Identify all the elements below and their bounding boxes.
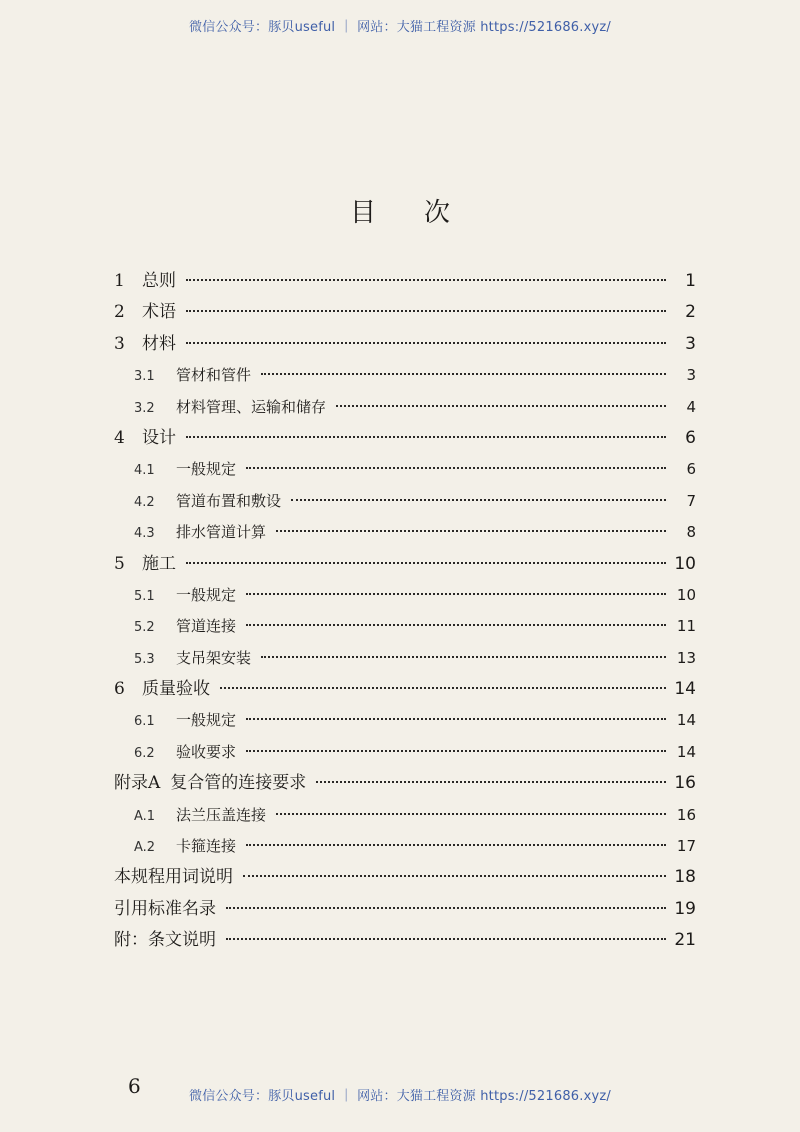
toc-leader-dots bbox=[186, 436, 666, 438]
toc-entry-page: 18 bbox=[674, 867, 696, 888]
toc-entry-number: 3.1 bbox=[134, 369, 155, 385]
toc-entry-title: 一般规定 bbox=[176, 585, 237, 604]
toc-entry-number: 5.3 bbox=[134, 651, 155, 667]
toc-entry[interactable] bbox=[114, 862, 696, 893]
toc-leader-dots bbox=[246, 718, 666, 720]
toc-entry-page: 3 bbox=[686, 366, 696, 385]
toc-entry-page: 16 bbox=[676, 805, 696, 824]
table-of-contents bbox=[114, 266, 696, 957]
toc-leader-dots bbox=[186, 279, 666, 281]
toc-entry-title: 一般规定 bbox=[176, 711, 237, 730]
toc-entry-title: 法兰压盖连接 bbox=[176, 805, 267, 824]
toc-leader-dots bbox=[261, 373, 666, 375]
toc-entry-number: 5.1 bbox=[134, 588, 155, 604]
toc-entry[interactable] bbox=[114, 831, 696, 862]
toc-entry-page: 4 bbox=[686, 397, 696, 416]
toc-leader-dots bbox=[220, 687, 666, 689]
watermark-bottom: 微信公众号：豚贝useful ｜ 网站：大猫工程资源 https://521686.xyz/ bbox=[189, 1089, 611, 1104]
toc-entry-title: 验收要求 bbox=[176, 742, 237, 761]
toc-entry-title: 引用标准名录 bbox=[114, 898, 216, 919]
toc-entry-number: 6.1 bbox=[134, 714, 155, 730]
toc-entry-title: 支吊架安装 bbox=[176, 648, 252, 667]
toc-entry-title: 复合管的连接要求 bbox=[170, 773, 307, 794]
toc-entry-number: 2 bbox=[114, 302, 125, 323]
toc-entry-page: 14 bbox=[676, 742, 696, 761]
toc-entry[interactable] bbox=[114, 297, 696, 328]
toc-entry-page: 19 bbox=[674, 898, 696, 919]
toc-entry[interactable] bbox=[114, 611, 696, 642]
toc-leader-dots bbox=[186, 562, 666, 564]
toc-entry-title: 本规程用词说明 bbox=[114, 867, 233, 888]
toc-entry[interactable] bbox=[114, 737, 696, 768]
toc-entry-number: 3 bbox=[114, 333, 125, 354]
toc-entry-title: 材料管理、运输和储存 bbox=[176, 397, 327, 416]
toc-entry-number: 5.2 bbox=[134, 620, 155, 636]
toc-entry-page: 7 bbox=[686, 491, 696, 510]
toc-leader-dots bbox=[246, 593, 666, 595]
toc-entry-number: 4.2 bbox=[134, 494, 155, 510]
toc-entry-number: 4.3 bbox=[134, 526, 155, 542]
toc-entry-number: 4 bbox=[114, 427, 125, 448]
toc-entry[interactable] bbox=[114, 674, 696, 705]
toc-entry-page: 21 bbox=[674, 930, 696, 951]
toc-entry[interactable] bbox=[114, 486, 696, 517]
toc-entry[interactable] bbox=[114, 360, 696, 391]
toc-entry[interactable] bbox=[114, 266, 696, 297]
toc-leader-dots bbox=[316, 781, 666, 783]
page-number: 6 bbox=[128, 1074, 141, 1098]
toc-leader-dots bbox=[246, 624, 666, 626]
toc-entry-title: 设计 bbox=[142, 427, 176, 448]
toc-entry[interactable] bbox=[114, 549, 696, 580]
toc-leader-dots bbox=[336, 405, 666, 407]
toc-leader-dots bbox=[226, 907, 666, 909]
toc-leader-dots bbox=[226, 938, 666, 940]
toc-entry[interactable] bbox=[114, 768, 696, 799]
toc-entry-page: 14 bbox=[676, 711, 696, 730]
toc-entry-number: A.1 bbox=[134, 808, 156, 824]
toc-leader-dots bbox=[186, 342, 666, 344]
toc-entry-number: 6.2 bbox=[134, 745, 155, 761]
toc-entry-number: 附录A bbox=[114, 773, 161, 794]
toc-entry-title: 附：条文说明 bbox=[114, 930, 216, 951]
toc-leader-dots bbox=[246, 844, 666, 846]
toc-entry-title: 总则 bbox=[142, 271, 176, 291]
toc-entry-page: 1 bbox=[685, 271, 696, 291]
toc-leader-dots bbox=[291, 499, 666, 501]
toc-entry[interactable] bbox=[114, 705, 696, 736]
toc-leader-dots bbox=[246, 467, 666, 469]
toc-entry-page: 3 bbox=[685, 333, 696, 354]
toc-entry-title: 材料 bbox=[142, 333, 176, 354]
toc-entry[interactable] bbox=[114, 894, 696, 925]
toc-entry-number: 4.1 bbox=[134, 463, 155, 479]
toc-entry-title: 术语 bbox=[142, 302, 176, 323]
toc-entry-number: 6 bbox=[114, 679, 125, 700]
toc-entry-title: 排水管道计算 bbox=[176, 523, 267, 542]
toc-entry-page: 11 bbox=[676, 617, 696, 636]
toc-entry-title: 质量验收 bbox=[142, 679, 210, 700]
toc-title: 目次 bbox=[349, 198, 498, 228]
toc-entry[interactable] bbox=[114, 329, 696, 360]
toc-entry-page: 14 bbox=[674, 679, 696, 700]
toc-entry-page: 6 bbox=[686, 460, 696, 479]
toc-leader-dots bbox=[276, 813, 666, 815]
toc-entry-page: 6 bbox=[685, 427, 696, 448]
toc-entry[interactable] bbox=[114, 517, 696, 548]
toc-entry-page: 10 bbox=[674, 553, 696, 574]
toc-entry-number: A.2 bbox=[134, 840, 156, 856]
toc-entry-title: 管道布置和敷设 bbox=[176, 491, 282, 510]
toc-leader-dots bbox=[246, 750, 666, 752]
toc-entry[interactable] bbox=[114, 580, 696, 611]
toc-entry-title: 施工 bbox=[142, 553, 176, 574]
toc-entry-page: 8 bbox=[686, 523, 696, 542]
toc-entry-title: 一般规定 bbox=[176, 460, 237, 479]
toc-entry[interactable] bbox=[114, 800, 696, 831]
toc-entry[interactable] bbox=[114, 925, 696, 956]
toc-entry-title: 管材和管件 bbox=[176, 366, 252, 385]
toc-leader-dots bbox=[261, 656, 666, 658]
toc-entry-page: 2 bbox=[685, 302, 696, 323]
toc-entry-number: 5 bbox=[114, 553, 125, 574]
toc-entry-page: 17 bbox=[676, 837, 696, 856]
toc-leader-dots bbox=[276, 530, 666, 532]
toc-entry[interactable] bbox=[114, 643, 696, 674]
toc-entry[interactable] bbox=[114, 454, 696, 485]
toc-entry-page: 16 bbox=[674, 773, 696, 794]
toc-entry-title: 管道连接 bbox=[176, 617, 237, 636]
toc-leader-dots bbox=[186, 310, 666, 312]
toc-entry[interactable] bbox=[114, 392, 696, 423]
toc-entry-title: 卡箍连接 bbox=[176, 837, 237, 856]
toc-entry-page: 10 bbox=[676, 585, 696, 604]
toc-entry[interactable] bbox=[114, 423, 696, 454]
toc-entry-number: 1 bbox=[114, 271, 125, 291]
watermark-top: 微信公众号：豚贝useful ｜ 网站：大猫工程资源 https://521686.xyz/ bbox=[189, 20, 611, 35]
toc-entry-page: 13 bbox=[676, 648, 696, 667]
toc-leader-dots bbox=[243, 875, 666, 877]
toc-entry-number: 3.2 bbox=[134, 400, 155, 416]
